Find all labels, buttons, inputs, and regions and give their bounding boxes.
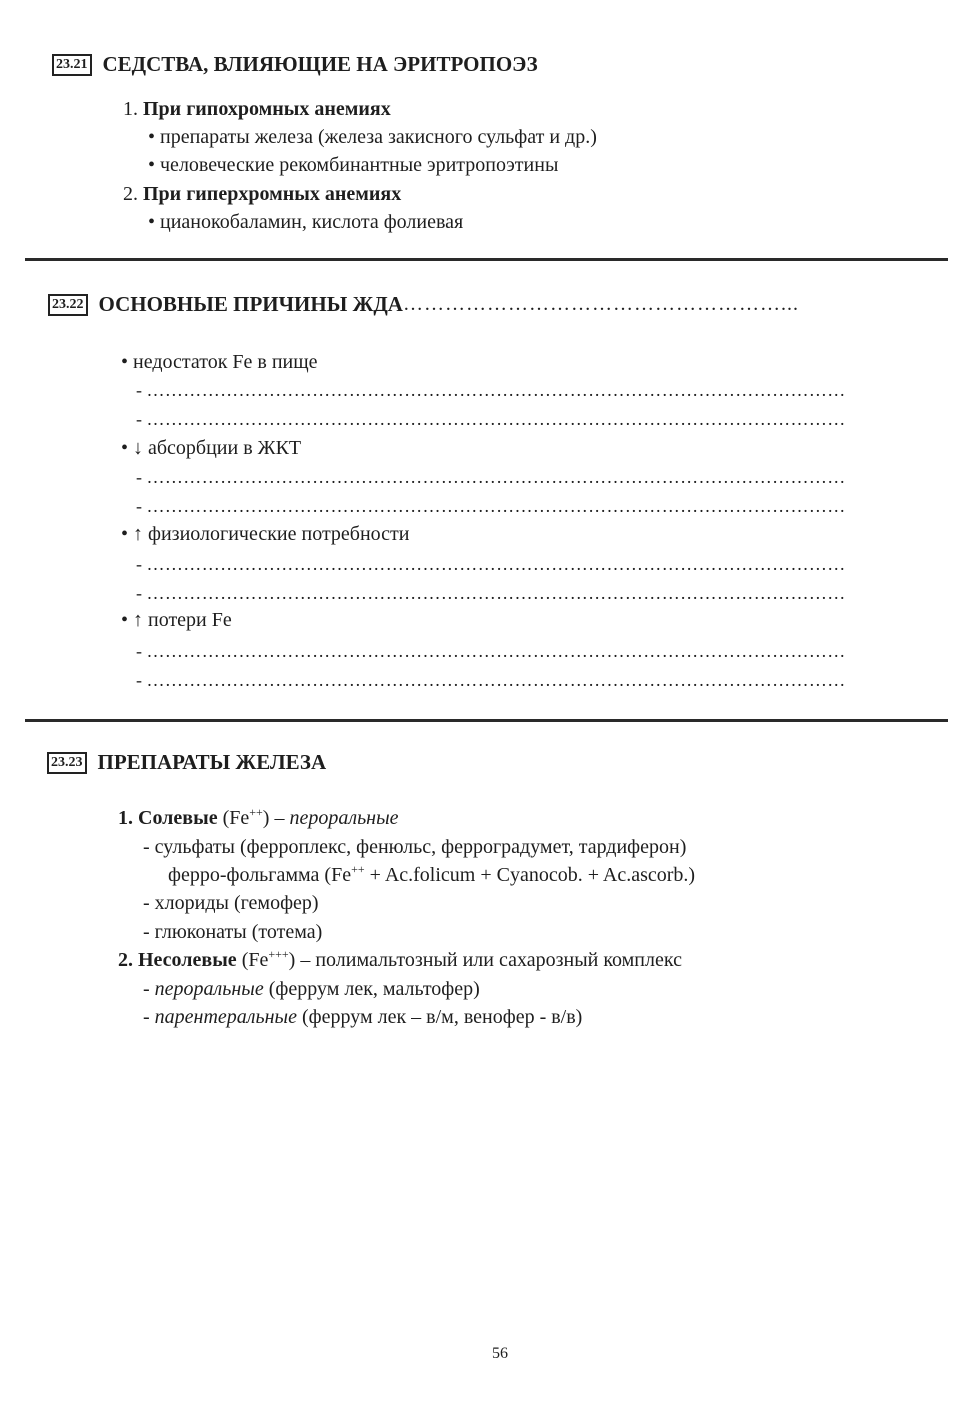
- cause-item: • ↑ потери Fe: [121, 609, 232, 631]
- section-number-badge: 23.23: [47, 752, 87, 774]
- group-number: 2.: [123, 183, 143, 205]
- iron-symbol: Fe: [248, 949, 269, 971]
- blank-line: [136, 379, 884, 401]
- text-part: + Ac.folicum + Cyanocob. + Ac.ascorb.): [364, 864, 696, 886]
- list-item: - хлориды (гемофер): [143, 892, 319, 914]
- list-item: • человеческие рекомбинантные эритропоэтины: [148, 154, 559, 176]
- section-number-badge: 23.22: [48, 294, 88, 316]
- blank-line: [136, 466, 884, 488]
- blank-dots: ……………………………………………………………………………………………………: [146, 641, 846, 661]
- route-label: парентеральные: [154, 1006, 297, 1028]
- cause-item: • ↓ абсорбции в ЖКТ: [121, 437, 302, 459]
- blank-dots: ……………………………………………………………………………………………………: [146, 467, 846, 487]
- group-number: 1.: [118, 807, 138, 829]
- section-23-22-header: [48, 292, 799, 317]
- route-label: пероральные: [289, 807, 399, 829]
- blank-dash: -: [136, 554, 147, 574]
- cause-item: • ↑ физиологические потребности: [121, 523, 410, 545]
- group-heading: [123, 181, 401, 207]
- section-divider: [25, 258, 948, 261]
- charge-superscript: +++: [268, 947, 289, 961]
- group-title: Несолевые: [138, 949, 237, 971]
- blank-dots: ……………………………………………………………………………………………………: [146, 670, 846, 690]
- blank-line: [136, 408, 884, 430]
- section-title: СЕДСТВА, ВЛИЯЮЩИЕ НА ЭРИТРОПОЭЗ: [102, 52, 538, 76]
- list-item-continuation: [168, 862, 695, 888]
- cause-item: • недостаток Fe в пище: [121, 351, 318, 373]
- blank-dash: -: [136, 380, 147, 400]
- page-number: 56: [492, 1345, 508, 1362]
- blank-line: [136, 582, 884, 604]
- group-heading: [123, 96, 391, 122]
- text-part: (феррум лек, мальтофер): [263, 978, 480, 1000]
- list-item: - глюконаты (тотема): [143, 921, 323, 943]
- blank-dash: -: [136, 496, 147, 516]
- list-item: • препараты железа (железа закисного сульфат и др.): [148, 126, 597, 148]
- text-part: ферро-фольгамма (Fe: [168, 864, 352, 886]
- blank-dash: -: [136, 670, 147, 690]
- blank-line: [136, 553, 884, 575]
- blank-line: [136, 640, 884, 662]
- blank-dots: ……………………………………………………………………………………………………: [146, 583, 846, 603]
- blank-dots: ……………………………………………………………………………………………………: [146, 554, 846, 574]
- list-item: [143, 976, 480, 1002]
- group-heading: 1. Солевые (Fe++) – пероральные: [118, 805, 399, 829]
- charge-superscript: ++: [351, 862, 365, 876]
- list-item: [143, 1004, 582, 1030]
- blank-dots: ……………………………………………………………………………………………………: [146, 409, 846, 429]
- title-dotted-leader: ………………………………………………...: [402, 293, 799, 315]
- blank-line: [136, 495, 884, 517]
- group-title: Солевые: [138, 807, 218, 829]
- list-item: • цианокобаламин, кислота фолиевая: [148, 211, 464, 233]
- group-heading: 2. Несолевые (Fe+++) – полимальтозный или сахарозный комплекс: [118, 947, 682, 971]
- group-number: 1.: [123, 98, 143, 120]
- section-23-21-header: [52, 52, 538, 77]
- blank-dash: -: [136, 583, 147, 603]
- group-title: При гипохромных анемиях: [143, 98, 391, 120]
- group-description: ) – полимальтозный или сахарозный комплекс: [288, 949, 682, 971]
- dash: -: [143, 1006, 155, 1028]
- dash: -: [143, 978, 155, 1000]
- route-label: пероральные: [154, 978, 264, 1000]
- section-divider: [25, 719, 948, 722]
- iron-symbol: Fe: [229, 807, 250, 829]
- blank-dots: ……………………………………………………………………………………………………: [146, 380, 846, 400]
- section-title: ОСНОВНЫЕ ПРИЧИНЫ ЖДА: [98, 292, 403, 316]
- blank-dash: -: [136, 467, 147, 487]
- blank-dash: -: [136, 409, 147, 429]
- blank-line: [136, 669, 884, 691]
- blank-dash: -: [136, 641, 147, 661]
- group-number: 2.: [118, 949, 138, 971]
- section-title: ПРЕПАРАТЫ ЖЕЛЕЗА: [97, 750, 327, 774]
- charge-superscript: ++: [249, 805, 263, 819]
- text-part: (феррум лек – в/м, венофер - в/в): [296, 1006, 583, 1028]
- section-number-badge: 23.21: [52, 54, 92, 76]
- group-title: При гиперхромных анемиях: [143, 183, 402, 205]
- list-item: - сульфаты (ферроплекс, фенюльс, ферроградумет, тардиферон): [143, 836, 687, 858]
- section-23-23-header: [47, 750, 326, 775]
- blank-dots: ……………………………………………………………………………………………………: [146, 496, 846, 516]
